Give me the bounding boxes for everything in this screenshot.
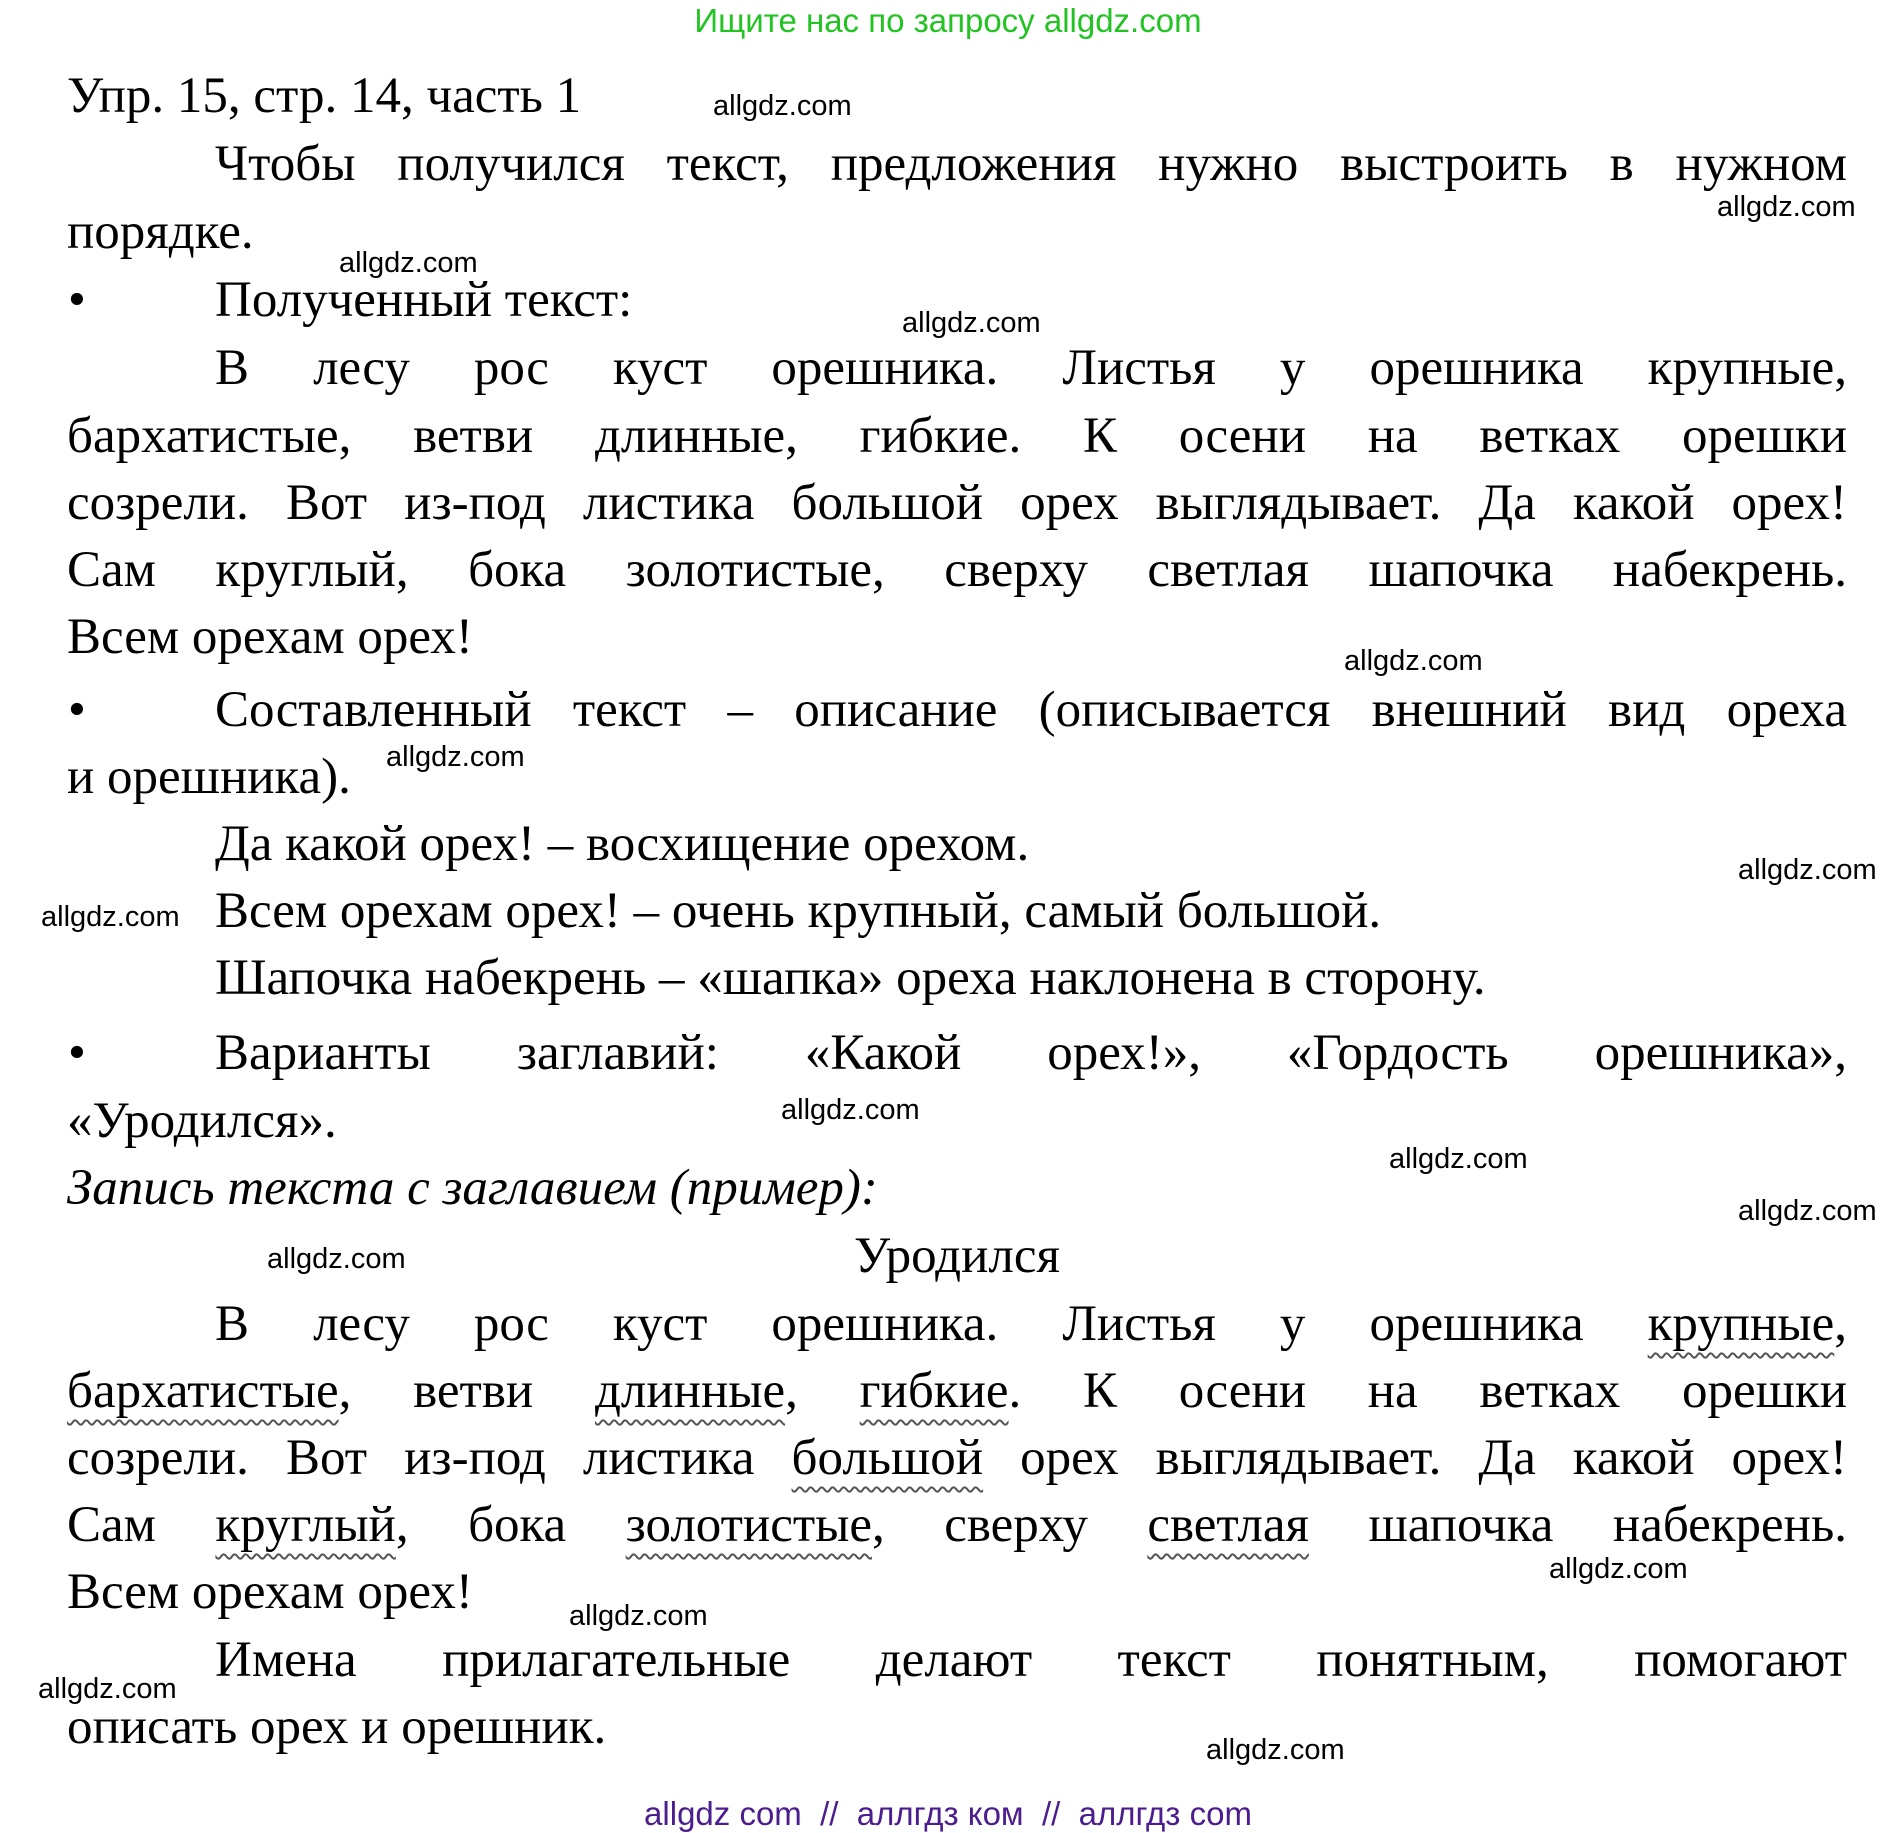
text: , сверху xyxy=(872,1497,1148,1553)
example-line xyxy=(67,1425,1847,1492)
watermark: allgdz.com xyxy=(1389,1143,1528,1175)
text-line: Шапочка набекрень – «шапка» ореха наклонена в сторону. xyxy=(215,950,1486,1006)
conclusion-line: Имена прилагательные делают текст понятным, помогают xyxy=(215,1632,1847,1688)
watermark: allgdz.com xyxy=(569,1600,708,1632)
watermark: allgdz.com xyxy=(1344,645,1483,677)
text-line: Варианты заглавий: «Какой орех!», «Гордость орешника», xyxy=(215,1025,1847,1081)
text-line: Полученный текст: xyxy=(215,272,633,328)
text-line: созрели. Вот из-под листика большой орех выглядывает. Да какой орех! xyxy=(67,475,1847,531)
bullet: • xyxy=(68,682,86,738)
example-line xyxy=(67,1358,1847,1425)
text-line: В лесу рос куст орешника. Листья у орешника крупные, xyxy=(215,340,1847,396)
watermark: allgdz.com xyxy=(339,247,478,279)
text: , ветви xyxy=(338,1363,595,1419)
text-line: Всем орехам орех! – очень крупный, самый большой. xyxy=(215,883,1382,939)
search-banner: Ищите нас по запросу allgdz.com xyxy=(694,2,1202,39)
watermark: allgdz.com xyxy=(267,1243,406,1275)
watermark: allgdz.com xyxy=(1717,191,1856,223)
bullet: • xyxy=(68,272,86,328)
adjective: большой xyxy=(791,1430,984,1486)
watermark: allgdz.com xyxy=(386,741,525,773)
adjective: гибкие xyxy=(859,1363,1009,1419)
watermark: allgdz.com xyxy=(713,90,852,122)
text-line: Сам круглый, бока золотистые, сверху светлая шапочка набекрень. xyxy=(67,542,1847,598)
text-line: Всем орехам орех! xyxy=(67,609,473,665)
text: Сам xyxy=(67,1497,216,1553)
exercise-title: Упр. 15, стр. 14, часть 1 xyxy=(67,68,582,124)
watermark: allgdz.com xyxy=(1549,1553,1688,1585)
adjective: светлая xyxy=(1147,1497,1309,1553)
example-line xyxy=(215,1291,1847,1358)
text-line: Чтобы получился текст, предложения нужно выстроить в нужном xyxy=(215,136,1847,192)
text: , xyxy=(1834,1296,1847,1352)
conclusion-line: описать орех и орешник. xyxy=(67,1699,607,1755)
text-line: Да какой орех! – восхищение орехом. xyxy=(215,816,1030,872)
example-line xyxy=(67,1492,1847,1559)
text: , бока xyxy=(395,1497,626,1553)
adjective: бархатистые xyxy=(67,1363,339,1419)
text: , xyxy=(785,1363,860,1419)
adjective: длинные xyxy=(594,1363,786,1419)
text-line: и орешника). xyxy=(67,749,351,805)
text-line: «Уродился». xyxy=(67,1093,337,1149)
text-line: бархатистые, ветви длинные, гибкие. К осени на ветках орешки xyxy=(67,408,1847,464)
text: созрели. Вот из-под листика xyxy=(67,1430,792,1486)
text-line: Составленный текст – описание (описывается внешний вид ореха xyxy=(215,682,1847,738)
text: . К осени на ветках орешки xyxy=(1008,1363,1847,1419)
watermark: allgdz.com xyxy=(1206,1734,1345,1766)
example-heading: Запись текста с заглавием (пример): xyxy=(67,1160,878,1216)
adjective: круглый xyxy=(215,1497,396,1553)
bullet: • xyxy=(68,1025,86,1081)
adjective: золотистые xyxy=(625,1497,873,1553)
watermark: allgdz.com xyxy=(902,307,1041,339)
watermark: allgdz.com xyxy=(38,1673,177,1705)
text: орех выглядывает. Да какой орех! xyxy=(983,1430,1847,1486)
watermark: allgdz.com xyxy=(781,1094,920,1126)
text-line: порядке. xyxy=(67,204,254,260)
text: В лесу рос куст орешника. Листья у орешника xyxy=(215,1296,1648,1352)
text: шапочка набекрень. xyxy=(1308,1497,1847,1553)
watermark: allgdz.com xyxy=(1738,854,1877,886)
text: Всем орехам орех! xyxy=(67,1564,473,1620)
adjective: крупные xyxy=(1647,1296,1835,1352)
footer-watermark: allgdz com // аллгдз ком // аллгдз com xyxy=(644,1795,1252,1832)
example-title: Уродился xyxy=(854,1228,1060,1284)
watermark: allgdz.com xyxy=(41,901,180,933)
watermark: allgdz.com xyxy=(1738,1195,1877,1227)
